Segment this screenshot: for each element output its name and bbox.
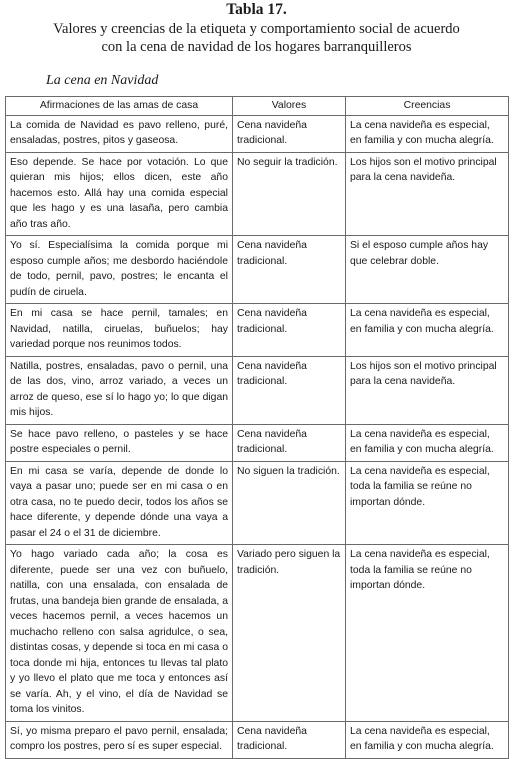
- section-heading: La cena en Navidad: [46, 73, 159, 88]
- table-row: [6, 115, 509, 152]
- belief-cell: Los hijos son el motivo principal para la cena navideña.: [346, 356, 509, 424]
- value-cell: No siguen la tradición.: [233, 461, 346, 545]
- belief-cell: La cena navideña es especial, en familia y con mucha alegría.: [346, 424, 509, 461]
- table-row: [6, 304, 509, 357]
- table-row: [6, 461, 509, 545]
- table-row: [6, 424, 509, 461]
- affirmation-cell: Yo hago variado cada año; la cosa es diferente, puede ser una vez con buñuelo, natilla, con una ensalada, con ensalada de frutas, una bandeja bien grande de ensalada, a veces hacemos pernil, a veces hacemos un muchacho relleno con salsa agridulce, o sea, distintas cosas, y depende si toca en mi casa o toca donde mi hija, entonces tu llevas tal plato y yo llevo el plato que me toca y entonces así se varía. Ah, y el vino, el día de Navidad se toma los vinitos.: [6, 545, 233, 722]
- affirmation-cell: En mi casa se hace pernil, tamales; en Navidad, natilla, ciruelas, buñuelos; hay variedad porque nos reunimos todos.: [6, 304, 233, 357]
- table-row: [6, 545, 509, 722]
- data-table: [5, 96, 509, 759]
- header-values: Valores: [233, 97, 346, 116]
- value-cell: No seguir la tradición.: [233, 152, 346, 236]
- header-affirmations: Afirmaciones de las amas de casa: [6, 97, 233, 116]
- affirmation-cell: Se hace pavo relleno, o pasteles y se hace postre especiales o pernil.: [6, 424, 233, 461]
- value-cell: Variado pero siguen la tradición.: [233, 545, 346, 722]
- belief-cell: La cena navideña es especial, en familia y con mucha alegría.: [346, 115, 509, 152]
- table-row: [6, 356, 509, 424]
- affirmation-cell: Sí, yo misma preparo el pavo pernil, ensalada; compro los postres, pero sí es super especial.: [6, 721, 233, 758]
- value-cell: Cena navideña tradicional.: [233, 424, 346, 461]
- value-cell: Cena navideña tradicional.: [233, 356, 346, 424]
- header-beliefs: Creencias: [346, 97, 509, 116]
- table-title-line-2: con la cena de navidad de los hogares barranquilleros: [101, 39, 412, 55]
- table-row: [6, 236, 509, 304]
- belief-cell: La cena navideña es especial, toda la familia se reúne no importan dónde.: [346, 545, 509, 722]
- belief-cell: Los hijos son el motivo principal para la cena navideña.: [346, 152, 509, 236]
- affirmation-cell: La comida de Navidad es pavo relleno, puré, ensaladas, postres, pitos y gaseosa.: [6, 115, 233, 152]
- affirmation-cell: Yo sí. Especialísima la comida porque mi esposo cumple años; me desbordo haciéndole de todo, pernil, pavo, postres; le encanta el pudín de ciruela.: [6, 236, 233, 304]
- table-number: Tabla 17.: [226, 1, 287, 18]
- belief-cell: La cena navideña es especial, en familia y con mucha alegría.: [346, 304, 509, 357]
- value-cell: Cena navideña tradicional.: [233, 236, 346, 304]
- table-row: [6, 152, 509, 236]
- table-title-line-1: Valores y creencias de la etiqueta y comportamiento social de acuerdo: [53, 21, 460, 37]
- belief-cell: La cena navideña es especial, en familia y con mucha alegría.: [346, 721, 509, 758]
- belief-cell: Si el esposo cumple años hay que celebrar doble.: [346, 236, 509, 304]
- table-row: [6, 721, 509, 758]
- table-header-row: [6, 97, 509, 116]
- value-cell: Cena navideña tradicional.: [233, 304, 346, 357]
- belief-cell: La cena navideña es especial, toda la familia se reúne no importan dónde.: [346, 461, 509, 545]
- value-cell: Cena navideña tradicional.: [233, 115, 346, 152]
- affirmation-cell: Eso depende. Se hace por votación. Lo que quieran mis hijos; ellos dicen, este año hacemos esto. Allá hay una comida especial que les hago y es una lasaña, pero cambia año tras año.: [6, 152, 233, 236]
- value-cell: Cena navideña tradicional.: [233, 721, 346, 758]
- affirmation-cell: En mi casa se varía, depende de donde lo vaya a pasar uno; puede ser en mi casa o en otra casa, no te puedo decir, todos los años se hace diferente, y depende dónde una vaya a pasar el 24 o el 31 de diciembre.: [6, 461, 233, 545]
- affirmation-cell: Natilla, postres, ensaladas, pavo o pernil, una de las dos, vino, arroz variado, a veces un arroz de queso, ese sí lo hago yo; lo que digan mis hijos.: [6, 356, 233, 424]
